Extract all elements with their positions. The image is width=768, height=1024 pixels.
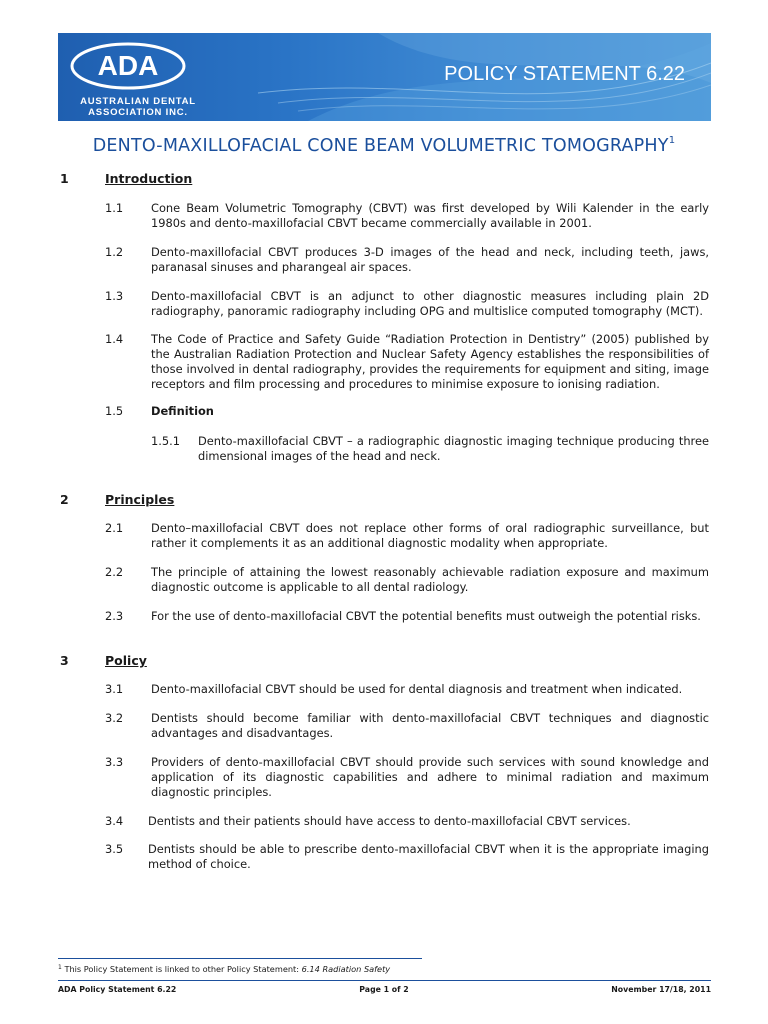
paragraph-number: 1.3	[105, 289, 124, 303]
paragraph-text: Cone Beam Volumetric Tomography (CBVT) was first developed by Wili Kalender in the early 1980s and dento-maxillofacial CBVT became commercially available in 2001.	[151, 201, 709, 230]
footer-page-number: Page 1 of 2	[359, 985, 409, 994]
definition-heading: Definition	[151, 404, 214, 418]
paragraph-number: 1.5	[105, 404, 124, 418]
footer-document-id: ADA Policy Statement 6.22	[58, 985, 177, 994]
paragraph-number: 2.2	[105, 565, 124, 579]
organization-line-1: AUSTRALIAN DENTAL	[80, 96, 196, 107]
ada-logo	[68, 39, 196, 119]
paragraph-text: Dento-maxillofacial CBVT is an adjunct to other diagnostic measures including plain 2D radiography, panoramic radiography including OPG and multislice computed tomography (MCT).	[151, 289, 709, 318]
paragraph-number: 3.2	[105, 711, 124, 725]
title-footnote-ref: 1	[668, 135, 676, 146]
paragraph-number: 3.5	[105, 842, 124, 856]
section-title: Introduction	[105, 171, 193, 186]
paragraph-text: Dento-maxillofacial CBVT – a radiographic diagnostic imaging technique producing three dimensional images of the head and neck.	[198, 434, 709, 463]
footnote-divider	[58, 958, 422, 959]
section-number: 3	[60, 653, 69, 668]
paragraph-text: Dento-maxillofacial CBVT produces 3-D images of the head and neck, including teeth, jaws, paranasal sinuses and pharangeal air spaces.	[151, 245, 709, 274]
header-banner	[58, 33, 711, 121]
paragraph-text: Dentists should be able to prescribe dento-maxillofacial CBVT when it is the appropriate imaging method of choice.	[148, 842, 709, 871]
footnote-marker: 1	[58, 964, 62, 971]
footer-date: November 17/18, 2011	[611, 985, 711, 994]
paragraph-number: 3.1	[105, 682, 124, 696]
section-number: 1	[60, 171, 69, 186]
paragraph-text: The principle of attaining the lowest reasonably achievable radiation exposure and maximum diagnostic outcome is applicable to all dental radiology.	[151, 565, 709, 594]
paragraph-number: 2.1	[105, 521, 124, 535]
policy-statement-label: POLICY STATEMENT 6.22	[444, 63, 685, 85]
paragraph-number: 1.1	[105, 201, 124, 215]
footnote-linked-policy: 6.14 Radiation Safety	[301, 964, 391, 974]
organization-name	[68, 96, 208, 118]
paragraph-text: The Code of Practice and Safety Guide “Radiation Protection in Dentistry” (2005) published by the Australian Radiation Protection and Nuclear Safety Agency establishes the responsibilities of those involved in dental radiography, provides the requirements for equipment and siting, image receptors and film processing and procedures to minimise exposure to ionising radiation.	[151, 332, 709, 391]
paragraph-number: 1.2	[105, 245, 124, 259]
paragraph-text: For the use of dento-maxillofacial CBVT the potential benefits must outweigh the potential risks.	[151, 609, 701, 623]
footnote	[58, 964, 390, 974]
document-title-text: DENTO-MAXILLOFACIAL CONE BEAM VOLUMETRIC TOMOGRAPHY	[92, 136, 669, 156]
paragraph-number: 3.4	[105, 814, 124, 828]
section-number: 2	[60, 492, 69, 507]
footer-divider	[58, 980, 711, 981]
document-title	[0, 136, 768, 156]
paragraph-text: Dento–maxillofacial CBVT does not replace other forms of oral radiographic surveillance, but rather it complements it as an additional diagnostic modality when appropriate.	[151, 521, 709, 550]
paragraph-number: 1.4	[105, 332, 124, 346]
paragraph-text: Providers of dento-maxillofacial CBVT should provide such services with sound knowledge and application of its diagnostic capabilities and adhere to minimal radiation and maximum diagnostic principles.	[151, 755, 709, 799]
organization-line-2: ASSOCIATION INC.	[88, 107, 188, 118]
paragraph-number: 2.3	[105, 609, 124, 623]
logo-letters: ADA	[97, 50, 159, 81]
footnote-text: This Policy Statement is linked to other Policy Statement:	[64, 964, 302, 974]
section-title: Policy	[105, 653, 147, 668]
ada-logo-emblem	[70, 42, 186, 90]
section-title: Principles	[105, 492, 175, 507]
paragraph-text: Dentists should become familiar with dento-maxillofacial CBVT techniques and diagnostic advantages and disadvantages.	[151, 711, 709, 740]
paragraph-text: Dento-maxillofacial CBVT should be used for dental diagnosis and treatment when indicated.	[151, 682, 683, 696]
paragraph-text: Dentists and their patients should have access to dento-maxillofacial CBVT services.	[148, 814, 631, 828]
paragraph-number: 1.5.1	[151, 434, 180, 448]
paragraph-number: 3.3	[105, 755, 124, 769]
